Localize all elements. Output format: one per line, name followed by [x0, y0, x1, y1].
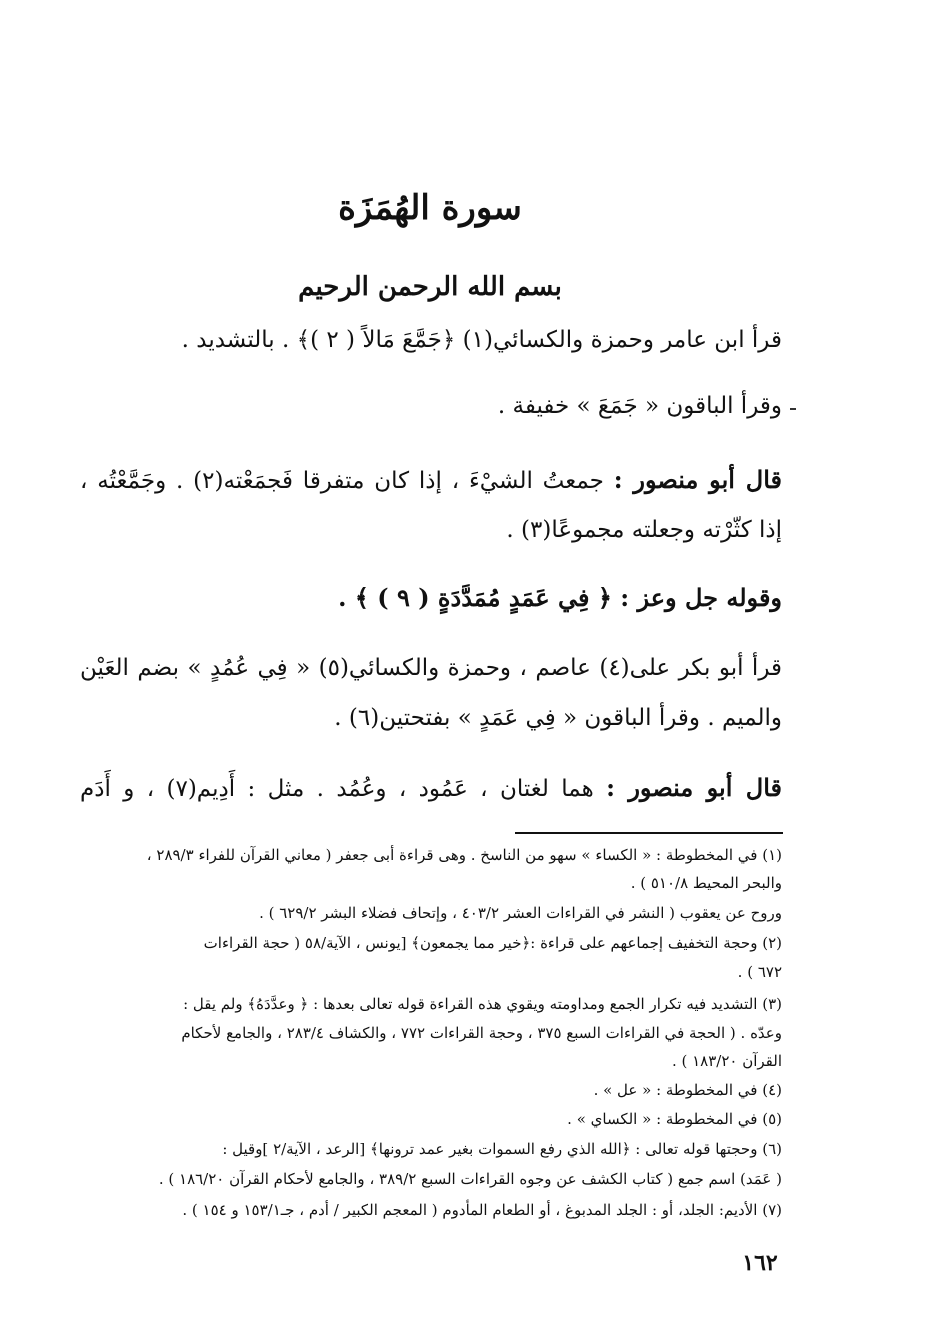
- body-line-3-text: جمعتُ الشيْءَ ، إذا كان متفرقا فَجمَعْته(٢) . وجَمَّعْتُه ،: [80, 468, 614, 494]
- footnote-1-line-3: وروح عن يعقوب ( النشر في القراءات العشر ٤٠٣/٢ ، وإتحاف فضلاء البشر ٦٢٩/٢ ) .: [259, 904, 782, 922]
- basmala: بسم الله الرحمن الرحيم: [298, 272, 562, 302]
- body-line-2: وقرأ الباقون « جَمَعَ » خفيفة .: [497, 393, 782, 419]
- footnote-3-line-2: وعدّه . ( الحجة في القراءات السبع ٣٧٥ ، وحجة القراءات ٧٧٢ ، والكشاف ٢٨٣/٤ ، والجامع لأحكام: [181, 1024, 782, 1042]
- footnote-1-line-1: (١) في المخطوطة : « الكساء » سهو من الناسخ . وهى قراءة أبى جعفر ( معاني القرآن للفراء ٢٨٩/٣ ،: [146, 846, 782, 864]
- footnote-6-line-1: (٦) وحجتها قوله تعالى : ﴿الله الذي رفع السموات بغير عمد ترونها﴾ [الرعد ، الآية/٢ ]وقيل :: [222, 1140, 782, 1158]
- body-line-7: والميم . وقرأ الباقون « فِي عَمَدٍ » بفتحتين(٦) .: [334, 705, 782, 731]
- page-number: ١٦٢: [742, 1250, 778, 1276]
- surah-title: سورة الهُمَزَة: [338, 188, 522, 228]
- author-lead: قال أبو منصور :: [606, 773, 783, 802]
- footnote-3-line-3: القرآن ١٨٣/٢٠ ) .: [671, 1052, 782, 1070]
- footnote-7: (٧) الأديم: الجلد، أو : الجلد المدبوغ ، أو الطعام المأدوم ( المعجم الكبير / أدم ، جـ١٥٣/١ و ١٥٤ ) .: [182, 1201, 782, 1219]
- body-line-1: قرأ ابن عامر وحمزة والكسائي(١) ﴿جَمَّعَ مَالاً ( ٢ )﴾ . بالتشديد .: [181, 327, 782, 353]
- margin-mark: [790, 408, 796, 410]
- body-line-8: [80, 773, 782, 802]
- author-lead: قال أبو منصور :: [613, 465, 782, 494]
- body-line-4: إذا كثّرْته وجعلته مجموعًا(٣) .: [506, 517, 782, 543]
- footnote-2-line-2: ٦٧٢ ) .: [737, 963, 782, 981]
- body-line-6: قرأ أبو بكر على(٤) عاصم ، وحمزة والكسائي(٥) « فِي عُمُدٍ » بضم العَيْن: [80, 655, 782, 681]
- footnote-separator: [515, 832, 783, 834]
- footnote-4: (٤) في المخطوطة : « عل » .: [593, 1081, 782, 1099]
- footnote-1-line-2: والبحر المحيط ٥١٠/٨ ) .: [630, 874, 782, 892]
- footnote-6-line-2: ( عَمَد) اسم جمع ( كتاب الكشف عن وجوه القراءات السبع ٣٨٩/٢ ، والجامع لأحكام القرآن ١٨٦/٢٠ ) .: [158, 1170, 782, 1188]
- verse-heading: وقوله جل وعز : ﴿ فِي عَمَدٍ مُمَدَّدَةٍ ( ٩ ) ﴾ .: [338, 583, 782, 612]
- footnote-5: (٥) في المخطوطة : « الكساي » .: [567, 1110, 782, 1128]
- footnote-3-line-1: (٣) التشديد فيه تكرار الجمع ومداومته ويقوي هذه القراءة قوله تعالى بعدها : ﴿ وعدَّدَهُ﴾ ولم يقل :: [183, 995, 782, 1013]
- body-line-3: [80, 465, 782, 494]
- footnote-2-line-1: (٢) وحجة التخفيف إجماعهم على قراءة :﴿خير مما يجمعون﴾ [يونس ، الآية/٥٨ ( حجة القراءات: [203, 934, 782, 952]
- body-line-8-text: هما لغتان ، عَمُود ، وعُمُد . مثل : أَدِيم(٧) ، و أَدَم: [80, 776, 607, 802]
